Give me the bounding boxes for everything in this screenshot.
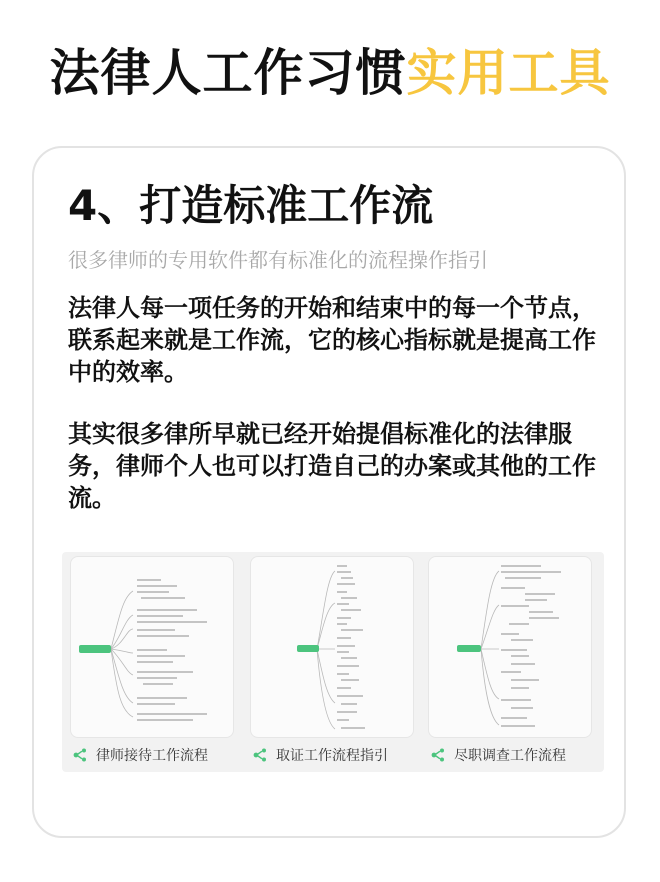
gallery-caption-3[interactable] <box>430 742 566 768</box>
mindmap-diagram <box>251 557 414 738</box>
page-headline <box>0 38 660 108</box>
headline-accent: 实用工具 <box>406 44 611 102</box>
paragraph-1: 法律人每一项任务的开始和结束中的每一个节点，联系起来就是工作流，它的核心指标就是提高工作中的效率。 <box>68 294 596 386</box>
mindmap-thumbnail-2[interactable] <box>250 556 414 738</box>
mindmap-thumbnail-1[interactable] <box>70 556 234 738</box>
mindmap-thumbnail-3[interactable] <box>428 556 592 738</box>
gallery-caption-2[interactable] <box>252 742 388 768</box>
gallery-caption-1[interactable] <box>72 742 208 768</box>
section-subtitle: 很多律师的专用软件都有标准化的流程操作指引 <box>68 248 488 272</box>
section-title: 4、打造标准工作流 <box>68 181 434 230</box>
mindmap-icon <box>72 747 88 763</box>
gallery-caption-label: 律师接待工作流程 <box>96 748 208 764</box>
gallery-caption-label: 尽职调查工作流程 <box>454 748 566 764</box>
headline-main: 法律人工作习惯 <box>49 44 407 102</box>
paragraph-2: 其实很多律所早就已经开始提倡标准化的法律服务，律师个人也可以打造自己的办案或其他的工作流。 <box>68 420 596 512</box>
content-card <box>32 146 626 838</box>
mindmap-gallery <box>62 552 604 772</box>
mindmap-diagram <box>71 557 234 738</box>
mindmap-diagram <box>429 557 592 738</box>
gallery-caption-label: 取证工作流程指引 <box>276 748 388 764</box>
mindmap-icon <box>252 747 268 763</box>
mindmap-icon <box>430 747 446 763</box>
